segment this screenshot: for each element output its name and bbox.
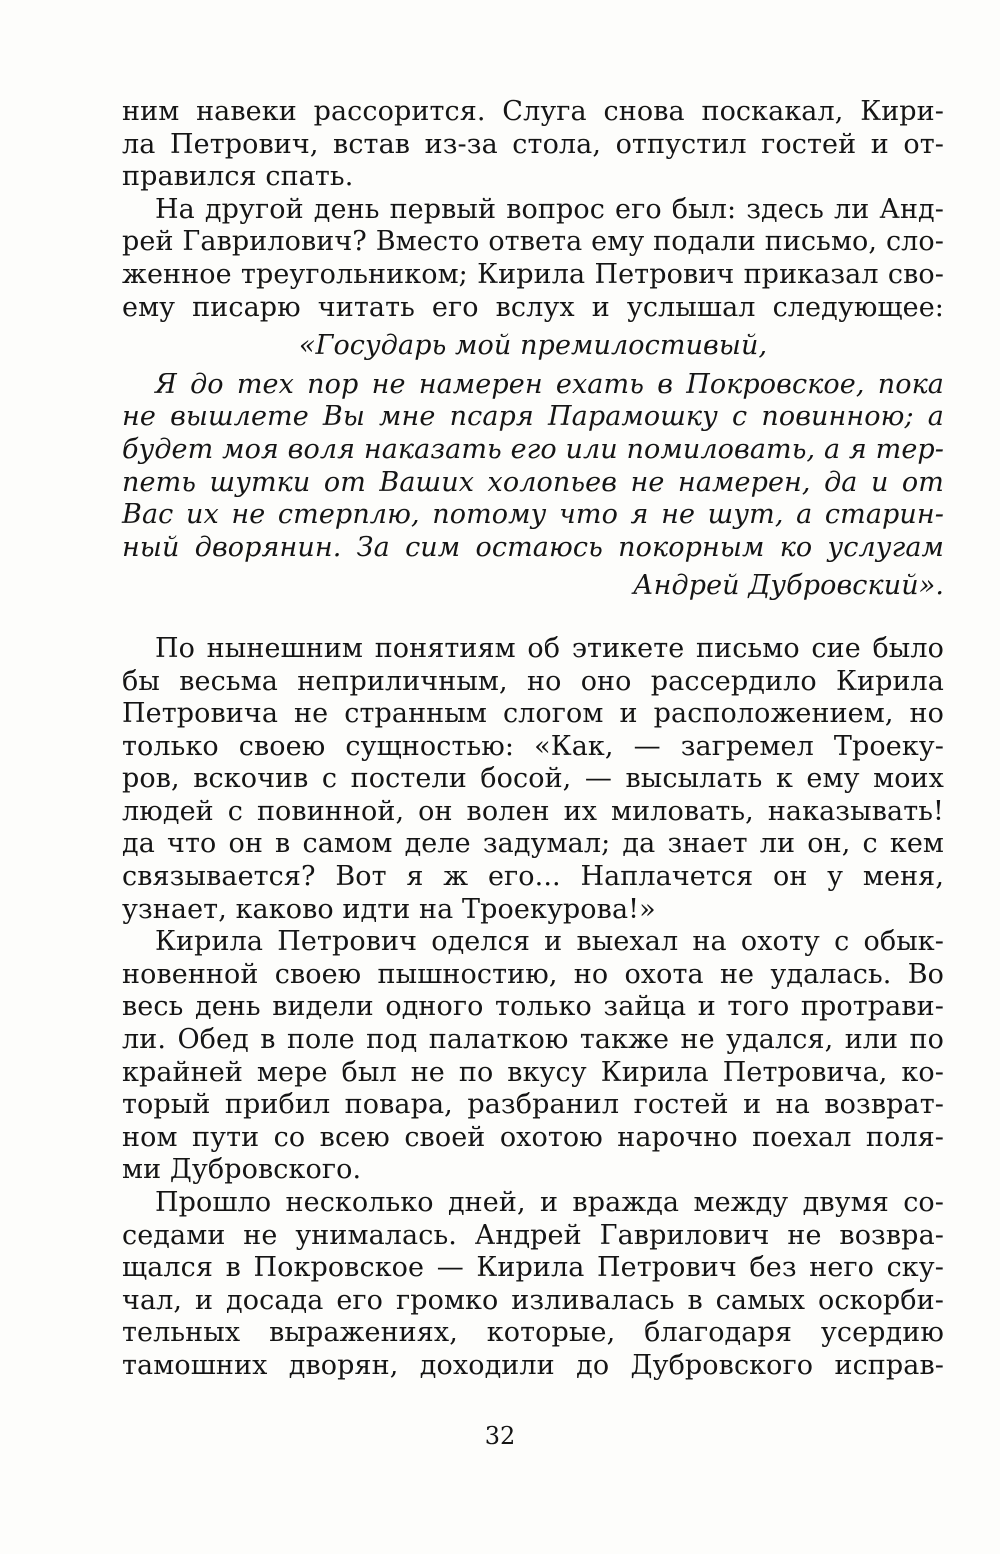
text-line: ми Дубровского. xyxy=(122,1154,362,1186)
paragraph-4 xyxy=(122,926,944,1187)
text-line: ли. Обед в поле под палаткою также не удался, или по xyxy=(122,1024,944,1056)
text-line: крайней мере был не по вкусу Кирила Петровича, ко- xyxy=(122,1056,944,1088)
text-line: тельных выражениях, которые, благодаря усердию xyxy=(122,1317,944,1349)
paragraph-2 xyxy=(122,194,944,324)
text-line: торый прибил повара, разбранил гостей и на возврат- xyxy=(122,1089,944,1121)
text-line: новенной своею пышностию, но охота не удалась. Во xyxy=(122,958,944,990)
text-line: рей Гаврилович? Вместо ответа ему подали письмо, сло- xyxy=(122,226,944,258)
text-line: связывается? Вот я ж его... Наплачется он у меня, xyxy=(122,861,944,893)
letter-line: не вышлете Вы мне псаря Парамошку с повинною; а xyxy=(122,401,944,433)
text-line: ном пути со всею своей охотою нарочно поехал поля- xyxy=(122,1121,944,1153)
text-line: ним навеки рассорится. Слуга снова поскакал, Кири- xyxy=(122,96,944,127)
letter-line: будет моя воля наказать его или помиловать, а я тер- xyxy=(122,433,944,465)
letter-line: Вас их не стерплю, потому что я не шут, а старин- xyxy=(122,499,944,531)
text-line: седами не унималась. Андрей Гаврилович не возвра- xyxy=(122,1219,944,1251)
text-line: людей с повинной, он волен их миловать, наказывать! xyxy=(122,795,944,827)
text-line: ему писарю читать его вслух и услышал следующее: xyxy=(122,291,944,323)
letter-line: ный дворянин. За сим остаюсь покорным ко услугам xyxy=(122,531,944,563)
text-line: да что он в самом деле задумал; да знает ли он, с кем xyxy=(122,828,944,860)
paragraph-5 xyxy=(122,1187,944,1383)
letter-line: петь шутки от Ваших холопьев не намерен, да и от xyxy=(122,466,944,498)
text-line: Прошло несколько дней, и вражда между двумя со- xyxy=(155,1187,944,1218)
letter-signature: Андрей Дубровский». xyxy=(633,570,944,602)
text-line: правился спать. xyxy=(122,161,354,193)
paragraph-3 xyxy=(122,633,944,926)
page-number: 32 xyxy=(484,1422,516,1450)
text-line: По нынешним понятиям об этикете письмо сие было xyxy=(155,632,944,664)
text-line: женное треугольником; Кирила Петрович приказал сво- xyxy=(122,258,944,290)
paragraph-1 xyxy=(122,96,944,194)
text-line: весь день видели одного только зайца и того протрави- xyxy=(122,991,944,1023)
text-line: только своею сущностью: «Как, — загремел Троеку- xyxy=(122,730,944,762)
text-line: щался в Покровское — Кирила Петрович без него ску- xyxy=(122,1252,944,1284)
text-line: ла Петрович, встав из-за стола, отпустил гостей и от- xyxy=(122,128,944,160)
text-line: бы весьма неприличным, но оно рассердило Кирила xyxy=(122,665,944,697)
text-line: На другой день первый вопрос его был: здесь ли Анд- xyxy=(155,193,944,225)
letter-line: Я до тех пор не намерен ехать в Покровское, пока xyxy=(155,368,944,400)
letter-salutation: «Государь мой премилостивый, xyxy=(298,330,768,362)
text-line: Кирила Петрович оделся и выехал на охоту с обык- xyxy=(155,926,944,958)
book-page xyxy=(122,96,944,1383)
text-line: тамошних дворян, доходили до Дубровского исправ- xyxy=(122,1349,944,1381)
text-line: ров, вскочив с постели босой, — высылать к ему моих xyxy=(122,763,944,795)
letter-quote xyxy=(122,330,944,603)
text-line: узнает, каково идти на Троекурова!» xyxy=(122,893,656,925)
text-line: Петровича не странным слогом и расположением, но xyxy=(122,698,944,730)
text-line: чал, и досада его громко изливалась в самых оскорби- xyxy=(122,1284,944,1316)
